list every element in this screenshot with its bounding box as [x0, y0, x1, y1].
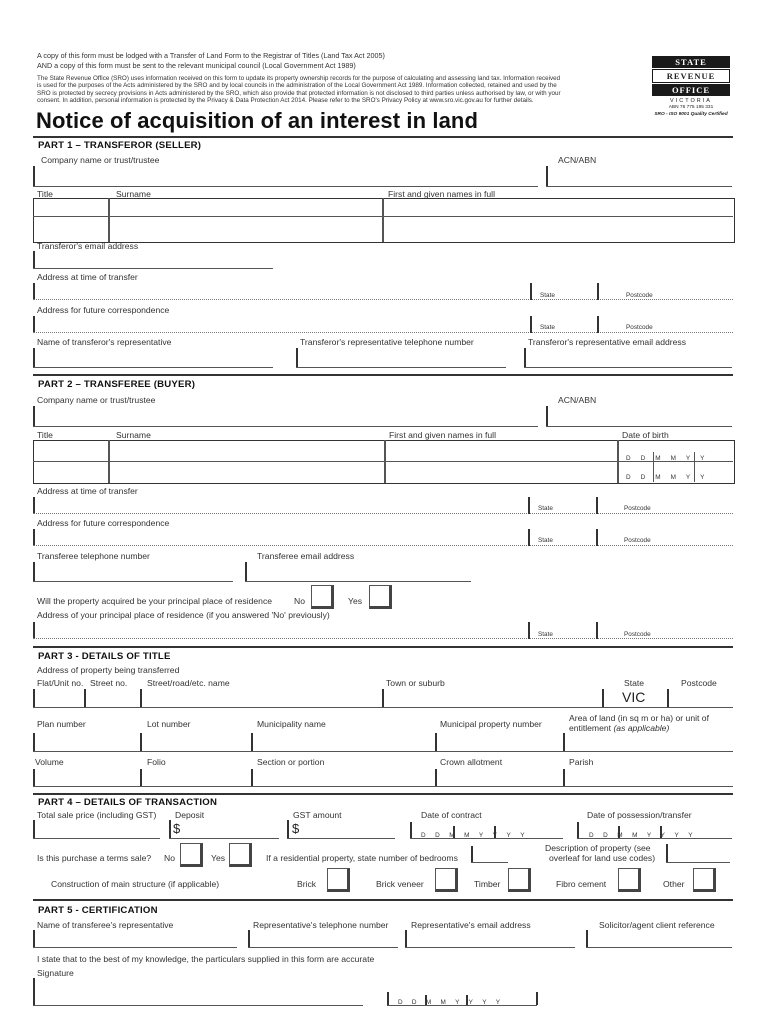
company-field[interactable] [33, 186, 538, 187]
transferor-names-grid [33, 198, 735, 243]
part2-heading: PART 2 – TRANSFEREE (BUYER) [38, 379, 196, 390]
volume-folio-field[interactable] [33, 786, 733, 787]
page-title: Notice of acquisition of an interest in land [36, 108, 478, 133]
address-transfer-label: Address at time of transfer [37, 272, 138, 282]
brick-checkbox[interactable] [327, 868, 350, 892]
brick-veneer-checkbox[interactable] [435, 868, 458, 892]
sro-logo: STATE REVENUE OFFICE VICTORIA ABN 76 775 195 331 SRO - ISO 9001 Quality Certified [652, 56, 730, 117]
terms-yes-checkbox[interactable] [229, 843, 252, 867]
dob1-letters: DDMMYY [626, 455, 715, 462]
timber-checkbox[interactable] [508, 868, 531, 892]
principal-address-field[interactable] [33, 638, 733, 639]
part3-heading: PART 3 - DETAILS OF TITLE [38, 651, 171, 662]
address-future-label: Address for future correspondence [37, 305, 170, 315]
other-checkbox[interactable] [693, 868, 716, 892]
part1-heading: PART 1 – TRANSFEROR (SELLER) [38, 140, 202, 151]
transferee-phone-field[interactable] [33, 581, 233, 582]
transferee-company-field[interactable] [33, 426, 538, 427]
rule [33, 136, 733, 138]
bedrooms-field[interactable] [471, 862, 508, 863]
rep-phone-label: Transferor's representative telephone number [300, 337, 474, 347]
rep-email-label: Transferor's representative email address [528, 337, 686, 347]
surname-label: Surname [116, 189, 151, 199]
privacy-statement: The State Revenue Office (SRO) uses information received on this form to update its property ownership records for the purpose of calculating and assessing land tax. Information received is used for the purposes of the Acts administered by the SRO and by local councils in the administration of the Local Government Act 1989. Information collected, retained and used by the SRO is protected by secrecy provisions in Acts administered by the SRO, which also provide that protected information is not disclosed to third parties unless authorised by law, or with your consent. In addition, personal information is protected by the Privacy & Data Protection Act 2014. Please refer to the SRO's Privacy Policy at www.sro.vic.gov.au for further details. [37, 75, 561, 104]
deposit-field[interactable] [169, 838, 279, 839]
transferee-address-future-field[interactable] [33, 545, 733, 546]
transferor2-title-input[interactable] [34, 217, 107, 241]
transferee-rep-phone-field[interactable] [248, 947, 398, 948]
part5-heading: PART 5 - CERTIFICATION [38, 905, 158, 916]
title-label: Title [37, 189, 53, 199]
transferee-email-field[interactable] [245, 581, 471, 582]
part4-heading: PART 4 – DETAILS OF TRANSACTION [38, 797, 218, 808]
principal-no-checkbox[interactable] [311, 585, 334, 609]
title-details-field[interactable] [33, 751, 733, 752]
rep-name-label: Name of transferor's representative [37, 337, 172, 347]
acn-field[interactable] [546, 186, 732, 187]
principal-yes-checkbox[interactable] [369, 585, 392, 609]
transferor-email-field[interactable] [33, 268, 273, 269]
principal-question: Will the property acquired be your principal place of residence [37, 596, 273, 606]
email-label: Transferor's email address [37, 241, 139, 251]
given-label: First and given names in full [388, 189, 495, 199]
lodge-note: A copy of this form must be lodged with a Transfer of Land Form to the Registrar of Titles (Land Tax Act 2005) [37, 51, 385, 60]
land-use-code-field[interactable] [666, 862, 730, 863]
transferee-rep-email-field[interactable] [405, 947, 575, 948]
state-value: VIC [622, 689, 646, 705]
possession-date-letters: DDMMYYYY [589, 832, 702, 839]
signature-field[interactable] [33, 1005, 363, 1006]
total-price-field[interactable] [33, 838, 160, 839]
dob2-letters: DDMMYY [626, 474, 715, 481]
contract-date-letters: DDMMYYYY [421, 832, 534, 839]
acn-label: ACN/ABN [558, 155, 597, 165]
gst-field[interactable] [287, 838, 395, 839]
terms-no-checkbox[interactable] [180, 843, 203, 867]
transferee-address-transfer-field[interactable] [33, 513, 733, 514]
rep-phone-field[interactable] [296, 367, 506, 368]
address-transfer-field[interactable] [33, 299, 733, 300]
rep-email-field[interactable] [524, 367, 732, 368]
company-label: Company name or trust/trustee [41, 155, 160, 165]
rep-name-field[interactable] [33, 367, 273, 368]
transferee-acn-field[interactable] [546, 426, 732, 427]
signature-date-letters: DDMMYYYY [398, 999, 510, 1006]
fibro-checkbox[interactable] [618, 868, 641, 892]
property-address-field[interactable] [33, 707, 733, 708]
address-future-field[interactable] [33, 332, 733, 333]
transferor1-title-input[interactable] [34, 199, 107, 216]
council-note: AND a copy of this form must be sent to the relevant municipal council (Local Government Act 1989) [37, 61, 356, 70]
client-reference-field[interactable] [586, 947, 732, 948]
transferee-rep-name-field[interactable] [33, 947, 237, 948]
